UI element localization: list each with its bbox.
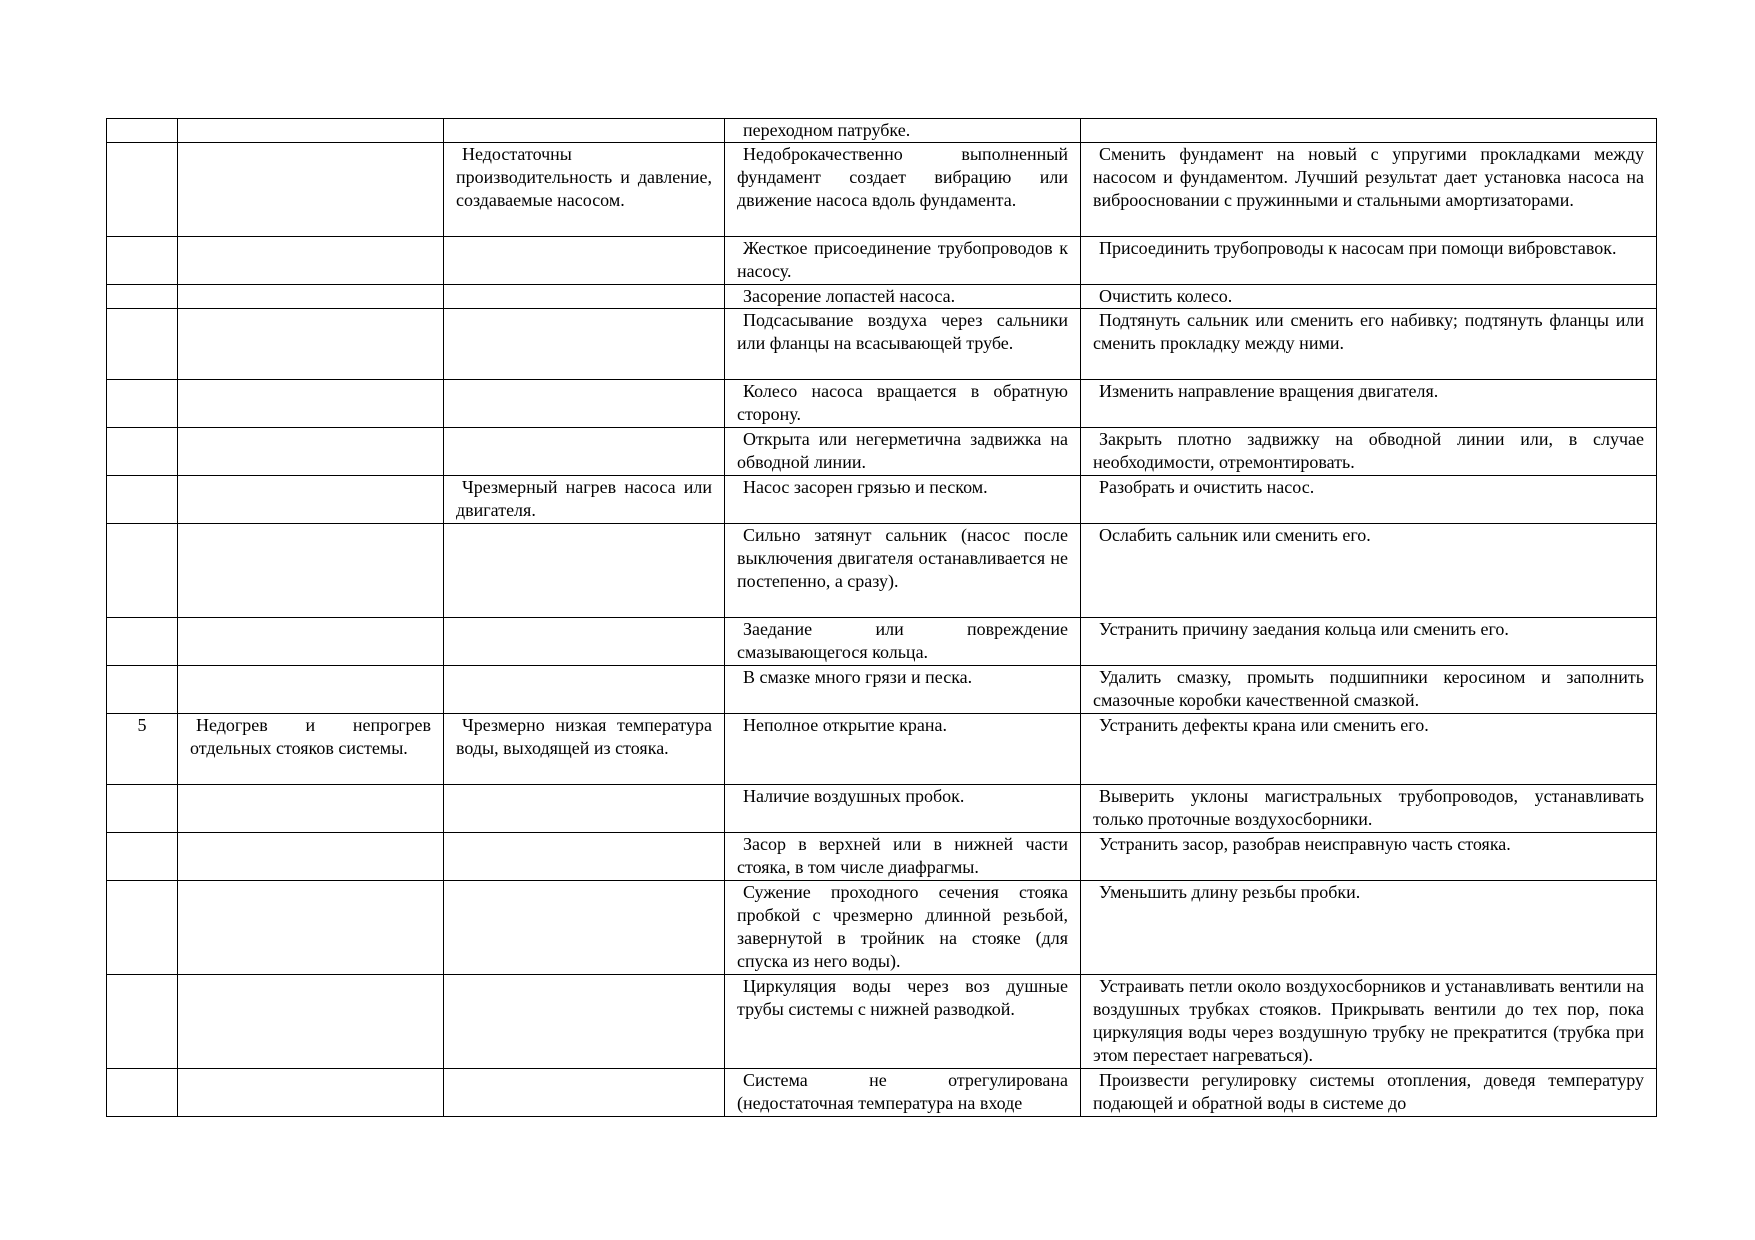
symptom-cell	[444, 975, 725, 1069]
table-row	[107, 428, 1657, 476]
symptom-cell	[444, 119, 725, 143]
cause-cell: Заедание или повреждение смазывающегося кольца.	[725, 618, 1081, 666]
table-row	[107, 476, 1657, 524]
cause-cell: Засор в верхней или в нижней части стояка, в том числе диафрагмы.	[725, 833, 1081, 881]
symptom-cell	[444, 380, 725, 428]
node-cell	[178, 428, 444, 476]
remedy-cell: Закрыть плотно задвижку на обводной линии или, в случае необходимости, отремонтировать.	[1081, 428, 1657, 476]
remedy-cell: Уменьшить длину резьбы пробки.	[1081, 881, 1657, 975]
symptom-cell	[444, 428, 725, 476]
node-cell	[178, 666, 444, 714]
cause-cell: Наличие воздушных пробок.	[725, 785, 1081, 833]
row-number-cell	[107, 119, 178, 143]
row-number-cell	[107, 428, 178, 476]
row-number-cell	[107, 476, 178, 524]
symptom-cell	[444, 237, 725, 285]
cause-cell: Система не отрегулирована (недостаточная температура на входе	[725, 1069, 1081, 1117]
remedy-cell: Устраивать петли около воздухосборников и устанавливать вентили на воздушных трубках стояков. Прикрывать вентили до тех пор, пока циркуляция воды через воздушную трубку не прекратится (трубка при этом перестает нагреваться).	[1081, 975, 1657, 1069]
remedy-cell: Присоединить трубопроводы к насосам при помощи вибровставок.	[1081, 237, 1657, 285]
symptom-cell: Чрезмерно низкая температура воды, выходящей из стояка.	[444, 714, 725, 785]
cause-cell: Неполное открытие крана.	[725, 714, 1081, 785]
table-row	[107, 309, 1657, 380]
remedy-cell: Удалить смазку, промыть подшипники керосином и заполнить смазочные коробки качественной смазкой.	[1081, 666, 1657, 714]
symptom-cell	[444, 1069, 725, 1117]
remedy-cell: Ослабить сальник или сменить его.	[1081, 524, 1657, 618]
symptom-cell	[444, 666, 725, 714]
row-number-cell	[107, 285, 178, 309]
node-cell	[178, 143, 444, 237]
symptom-cell	[444, 833, 725, 881]
node-cell	[178, 618, 444, 666]
remedy-cell: Изменить направление вращения двигателя.	[1081, 380, 1657, 428]
row-number-cell	[107, 380, 178, 428]
table-row	[107, 975, 1657, 1069]
node-cell	[178, 881, 444, 975]
table-row	[107, 881, 1657, 975]
remedy-cell: Сменить фундамент на новый с упругими прокладками между насосом и фундаментом. Лучший результат дает установка насоса на виброосновании с пружинными и стальными амортизаторами.	[1081, 143, 1657, 237]
table-body	[107, 119, 1657, 1117]
symptom-cell: Недостаточны производительность и давление, создаваемые насосом.	[444, 143, 725, 237]
table-row	[107, 666, 1657, 714]
node-cell	[178, 975, 444, 1069]
node-cell	[178, 309, 444, 380]
table-row	[107, 785, 1657, 833]
row-number-cell	[107, 237, 178, 285]
table-row	[107, 119, 1657, 143]
node-cell	[178, 380, 444, 428]
row-number-cell	[107, 785, 178, 833]
table-row	[107, 524, 1657, 618]
row-number-cell	[107, 881, 178, 975]
node-cell	[178, 524, 444, 618]
table-row	[107, 285, 1657, 309]
cause-cell: Сильно затянут сальник (насос после выключения двигателя останавливается не постепенно, а сразу).	[725, 524, 1081, 618]
remedy-cell: Выверить уклоны магистральных трубопроводов, устанавливать только проточные воздухосборники.	[1081, 785, 1657, 833]
table-row	[107, 380, 1657, 428]
node-cell	[178, 476, 444, 524]
node-cell	[178, 1069, 444, 1117]
cause-cell: Колесо насоса вращается в обратную сторону.	[725, 380, 1081, 428]
row-number-cell	[107, 618, 178, 666]
cause-cell: Засорение лопастей насоса.	[725, 285, 1081, 309]
cause-cell: Недоброкачественно выполненный фундамент создает вибрацию или движение насоса вдоль фундамента.	[725, 143, 1081, 237]
cause-cell: переходном патрубке.	[725, 119, 1081, 143]
cause-cell: Открыта или негерметична задвижка на обводной линии.	[725, 428, 1081, 476]
symptom-cell	[444, 618, 725, 666]
row-number-cell	[107, 143, 178, 237]
table-row	[107, 143, 1657, 237]
troubleshooting-table	[106, 118, 1657, 1117]
node-cell	[178, 285, 444, 309]
remedy-cell: Устранить засор, разобрав неисправную часть стояка.	[1081, 833, 1657, 881]
symptom-cell	[444, 285, 725, 309]
cause-cell: В смазке много грязи и песка.	[725, 666, 1081, 714]
row-number-cell: 5	[107, 714, 178, 785]
table-row	[107, 618, 1657, 666]
remedy-cell: Подтянуть сальник или сменить его набивку; подтянуть фланцы или сменить прокладку между ними.	[1081, 309, 1657, 380]
node-cell	[178, 785, 444, 833]
symptom-cell	[444, 309, 725, 380]
symptom-cell	[444, 785, 725, 833]
remedy-cell	[1081, 119, 1657, 143]
table-row	[107, 237, 1657, 285]
remedy-cell: Разобрать и очистить насос.	[1081, 476, 1657, 524]
cause-cell: Насос засорен грязью и песком.	[725, 476, 1081, 524]
cause-cell: Жесткое присоединение трубопроводов к насосу.	[725, 237, 1081, 285]
row-number-cell	[107, 975, 178, 1069]
node-cell	[178, 237, 444, 285]
cause-cell: Циркуляция воды через воз душные трубы системы с нижней разводкой.	[725, 975, 1081, 1069]
remedy-cell: Очистить колесо.	[1081, 285, 1657, 309]
cause-cell: Сужение проходного сечения стояка пробкой с чрезмерно длинной резьбой, завернутой в тройник на стояке (для спуска из него воды).	[725, 881, 1081, 975]
table-row	[107, 714, 1657, 785]
row-number-cell	[107, 666, 178, 714]
row-number-cell	[107, 309, 178, 380]
node-cell: Недогрев и непрогрев отдельных стояков системы.	[178, 714, 444, 785]
table-row	[107, 833, 1657, 881]
table-row	[107, 1069, 1657, 1117]
remedy-cell: Произвести регулировку системы отопления, доведя температуру подающей и обратной воды в системе до	[1081, 1069, 1657, 1117]
remedy-cell: Устранить причину заедания кольца или сменить его.	[1081, 618, 1657, 666]
row-number-cell	[107, 833, 178, 881]
row-number-cell	[107, 1069, 178, 1117]
node-cell	[178, 119, 444, 143]
row-number-cell	[107, 524, 178, 618]
symptom-cell: Чрезмерный нагрев насоса или двигателя.	[444, 476, 725, 524]
symptom-cell	[444, 524, 725, 618]
cause-cell: Подсасывание воздуха через сальники или фланцы на всасывающей трубе.	[725, 309, 1081, 380]
node-cell	[178, 833, 444, 881]
symptom-cell	[444, 881, 725, 975]
remedy-cell: Устранить дефекты крана или сменить его.	[1081, 714, 1657, 785]
